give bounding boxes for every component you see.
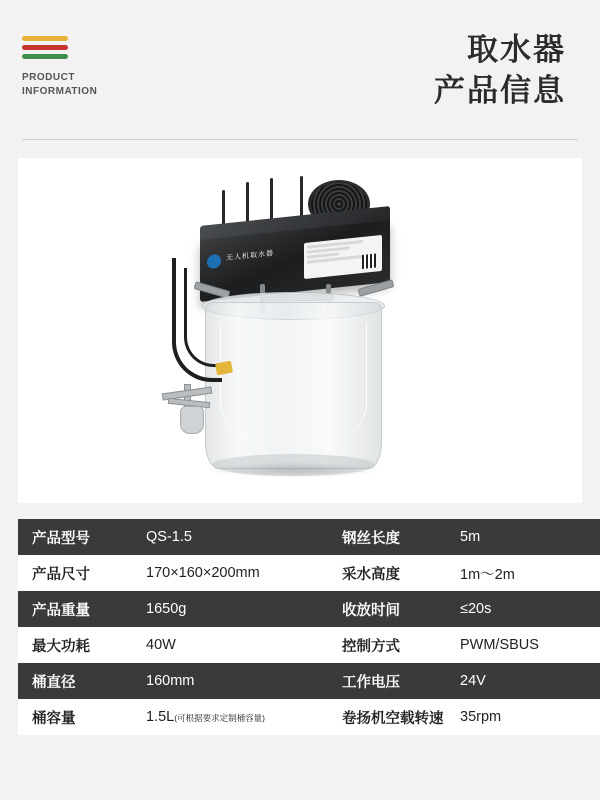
spec-label: 收放时间 — [342, 602, 400, 619]
spec-value: PWM/SBUS — [460, 637, 539, 653]
spec-value: 170×160×200mm — [146, 565, 260, 581]
spec-value: 160mm — [146, 673, 195, 689]
brand-block — [22, 30, 152, 99]
table-row — [18, 555, 600, 591]
spec-value: ≤20s — [460, 601, 492, 617]
spec-label: 工作电压 — [342, 674, 400, 691]
spec-table — [18, 519, 600, 735]
spec-value: 1m～2m — [460, 566, 515, 583]
page-header — [0, 0, 600, 140]
page-title — [434, 30, 578, 112]
brand-label-information: INFORMATION — [22, 86, 98, 97]
bucket-inner-wall — [220, 322, 367, 442]
spec-value — [132, 699, 328, 735]
spec-label: 最大功耗 — [32, 638, 90, 655]
spec-label: 控制方式 — [342, 638, 400, 655]
page-title-main: 取水器 — [467, 32, 566, 67]
spec-value-text: 1.5L — [146, 709, 175, 725]
table-row — [18, 591, 600, 627]
spec-value: 35rpm — [460, 709, 502, 725]
spec-value: 24V — [460, 673, 486, 689]
spec-value: QS-1.5 — [146, 529, 192, 545]
spec-label: 产品型号 — [32, 530, 90, 547]
spec-label: 产品重量 — [32, 602, 90, 619]
spec-label: 产品尺寸 — [32, 566, 90, 583]
spec-value: 40W — [146, 637, 176, 653]
spec-label: 钢丝长度 — [342, 530, 400, 547]
spec-label: 桶直径 — [32, 674, 76, 691]
page-title-sub: 产品信息 — [434, 73, 566, 108]
device-label-cn: 无人机取水器 — [226, 250, 274, 263]
table-row — [18, 627, 600, 663]
header-divider — [22, 139, 578, 140]
drop-shadow — [206, 462, 382, 478]
brand-label-product: PRODUCT — [22, 72, 75, 83]
mounting-clamp — [158, 380, 218, 430]
spec-label: 采水高度 — [342, 566, 400, 583]
power-cable-secondary — [184, 268, 221, 367]
table-row — [18, 699, 600, 735]
spec-value: 1650g — [146, 601, 187, 617]
qr-code-icon — [362, 253, 376, 268]
product-photo — [18, 158, 582, 503]
table-row — [18, 663, 600, 699]
spec-value-note: (可根据要求定制桶容量) — [174, 713, 265, 723]
device-illustration — [150, 172, 450, 492]
spec-label: 桶容量 — [32, 710, 76, 727]
device-spec-sticker — [304, 235, 382, 279]
brand-bars-icon — [22, 36, 152, 59]
spec-value: 5m — [460, 529, 481, 545]
spec-label: 卷扬机空载转速 — [342, 710, 444, 727]
table-row — [18, 519, 600, 555]
